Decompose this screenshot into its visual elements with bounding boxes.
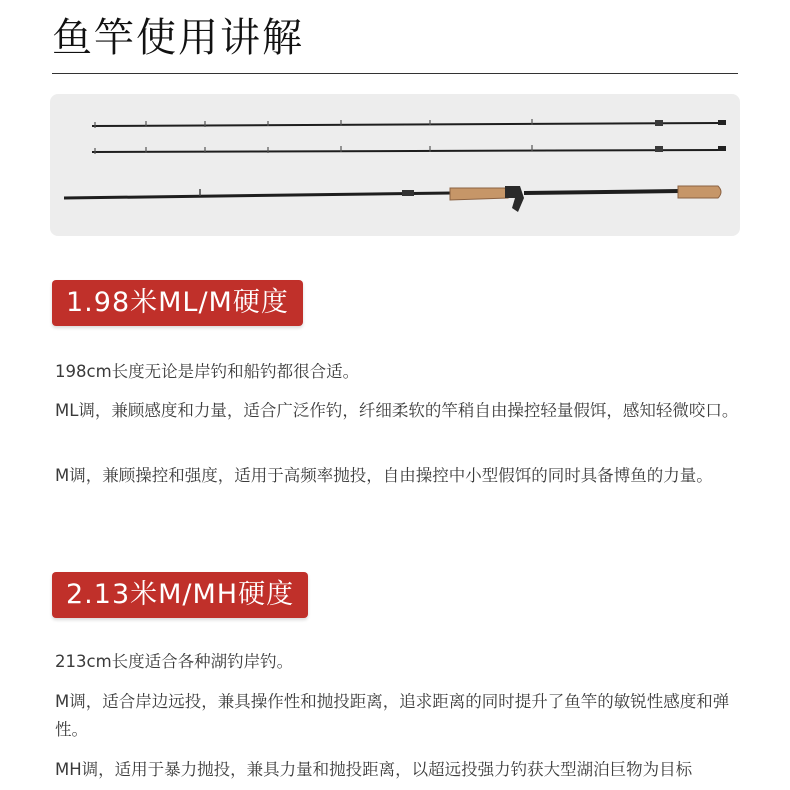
section-1-heading: 1.98米ML/M硬度 <box>52 280 303 326</box>
fishing-rod-image <box>50 94 740 236</box>
section-1-paragraph: M调，兼顾操控和强度，适用于高频率抛投，自由操控中小型假饵的同时具备博鱼的力量。 <box>55 466 713 485</box>
title-divider <box>52 73 738 74</box>
page-title: 鱼竿使用讲解 <box>52 15 304 61</box>
section-2-paragraph: 213cm长度适合各种湖钓岸钓。 <box>55 652 294 671</box>
section-1-paragraph: ML调，兼顾感度和力量，适合广泛作钓，纤细柔软的竿稍自由操控轻量假饵，感知轻微咬口。 <box>55 401 739 420</box>
section-2-heading: 2.13米M/MH硬度 <box>52 572 308 618</box>
fishing-rod-photo-icon <box>50 94 740 236</box>
section-2-paragraph: M调，适合岸边远投，兼具操作性和抛投距离，追求距离的同时提升了鱼竿的敏锐性感度和弹性。 <box>55 692 730 739</box>
section-2-paragraph: MH调，适用于暴力抛投，兼具力量和抛投距离，以超远投强力钓获大型湖泊巨物为目标 <box>55 760 693 779</box>
section-1-paragraph: 198cm长度无论是岸钓和船钓都很合适。 <box>55 362 360 381</box>
